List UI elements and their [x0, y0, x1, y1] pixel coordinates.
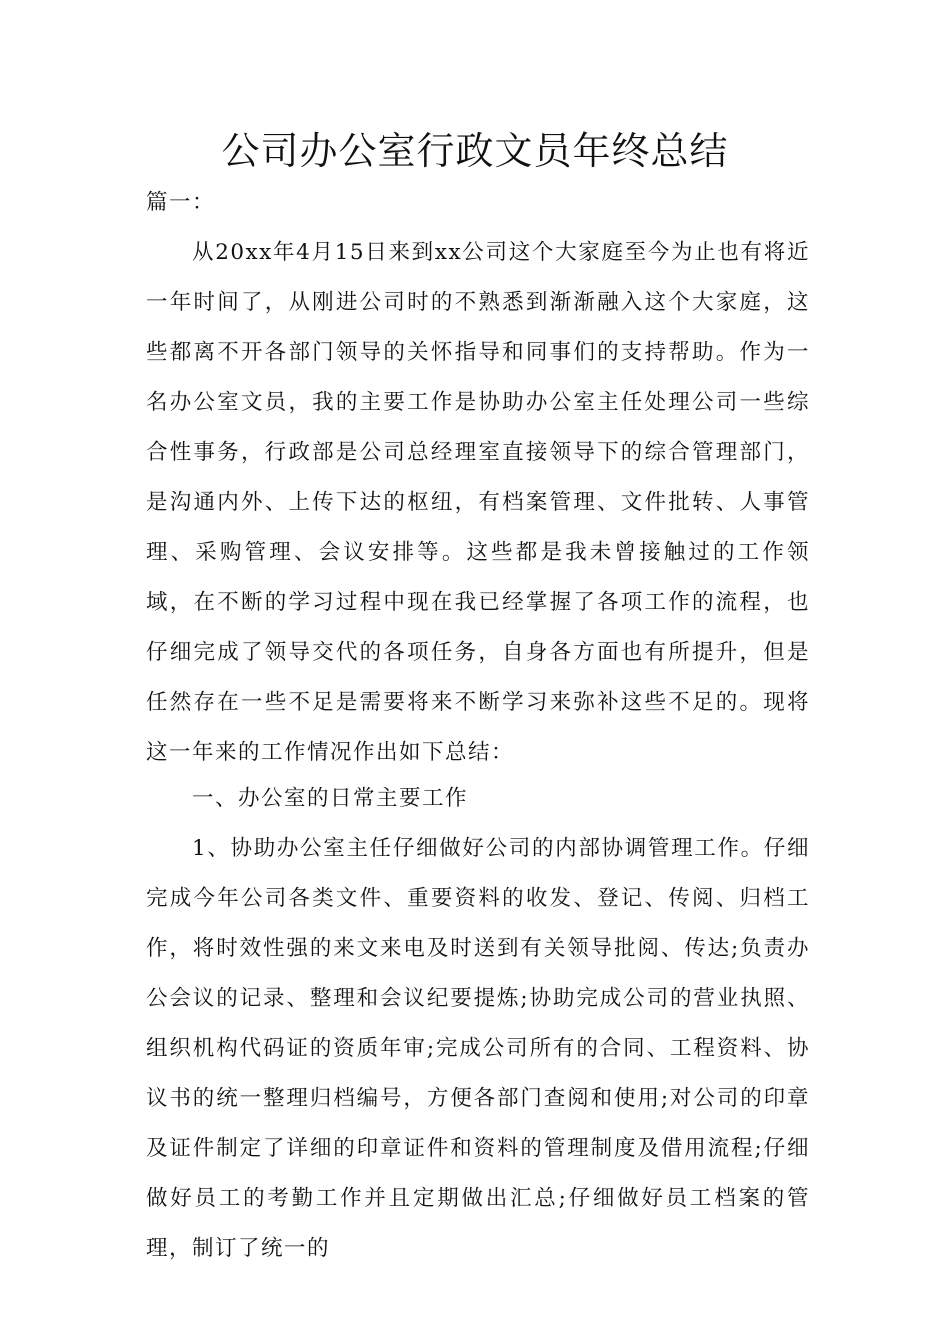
- body-paragraph: 从20xx年4月15日来到xx公司这个大家庭至今为止也有将近一年时间了，从刚进公司时的不熟悉到渐渐融入这个大家庭，这些都离不开各部门领导的关怀指导和同事们的支持帮助。作为一名办公室文员，我的主要工作是协助办公室主任处理公司一些综合性事务，行政部是公司总经理室直接领导下的综合管理部门，是沟通内外、上传下达的枢纽，有档案管理、文件批转、人事管理、采购管理、会议安排等。这些都是我未曾接触过的工作领域，在不断的学习过程中现在我已经掌握了各项工作的流程，也仔细完成了领导交代的各项任务，自身各方面也有所提升，但是任然存在一些不足是需要将来不断学习来弥补这些不足的。现将这一年来的工作情况作出如下总结：: [146, 240, 810, 765]
- document-title: 公司办公室行政文员年终总结: [221, 129, 729, 173]
- section-heading: 一、办公室的日常主要工作: [192, 786, 469, 811]
- section-label: 篇一：: [146, 190, 216, 215]
- body-paragraph: 1、协助办公室主任仔细做好公司的内部协调管理工作。仔细完成今年公司各类文件、重要资料的收发、登记、传阅、归档工作，将时效性强的来文来电及时送到有关领导批阅、传达;负责办公会议的记录、整理和会议纪要提炼;协助完成公司的营业执照、组织机构代码证的资质年审;完成公司所有的合同、工程资料、协议书的统一整理归档编号，方便各部门查阅和使用;对公司的印章及证件制定了详细的印章证件和资料的管理制度及借用流程;仔细做好员工的考勤工作并且定期做出汇总;仔细做好员工档案的管理，制订了统一的: [146, 836, 810, 1261]
